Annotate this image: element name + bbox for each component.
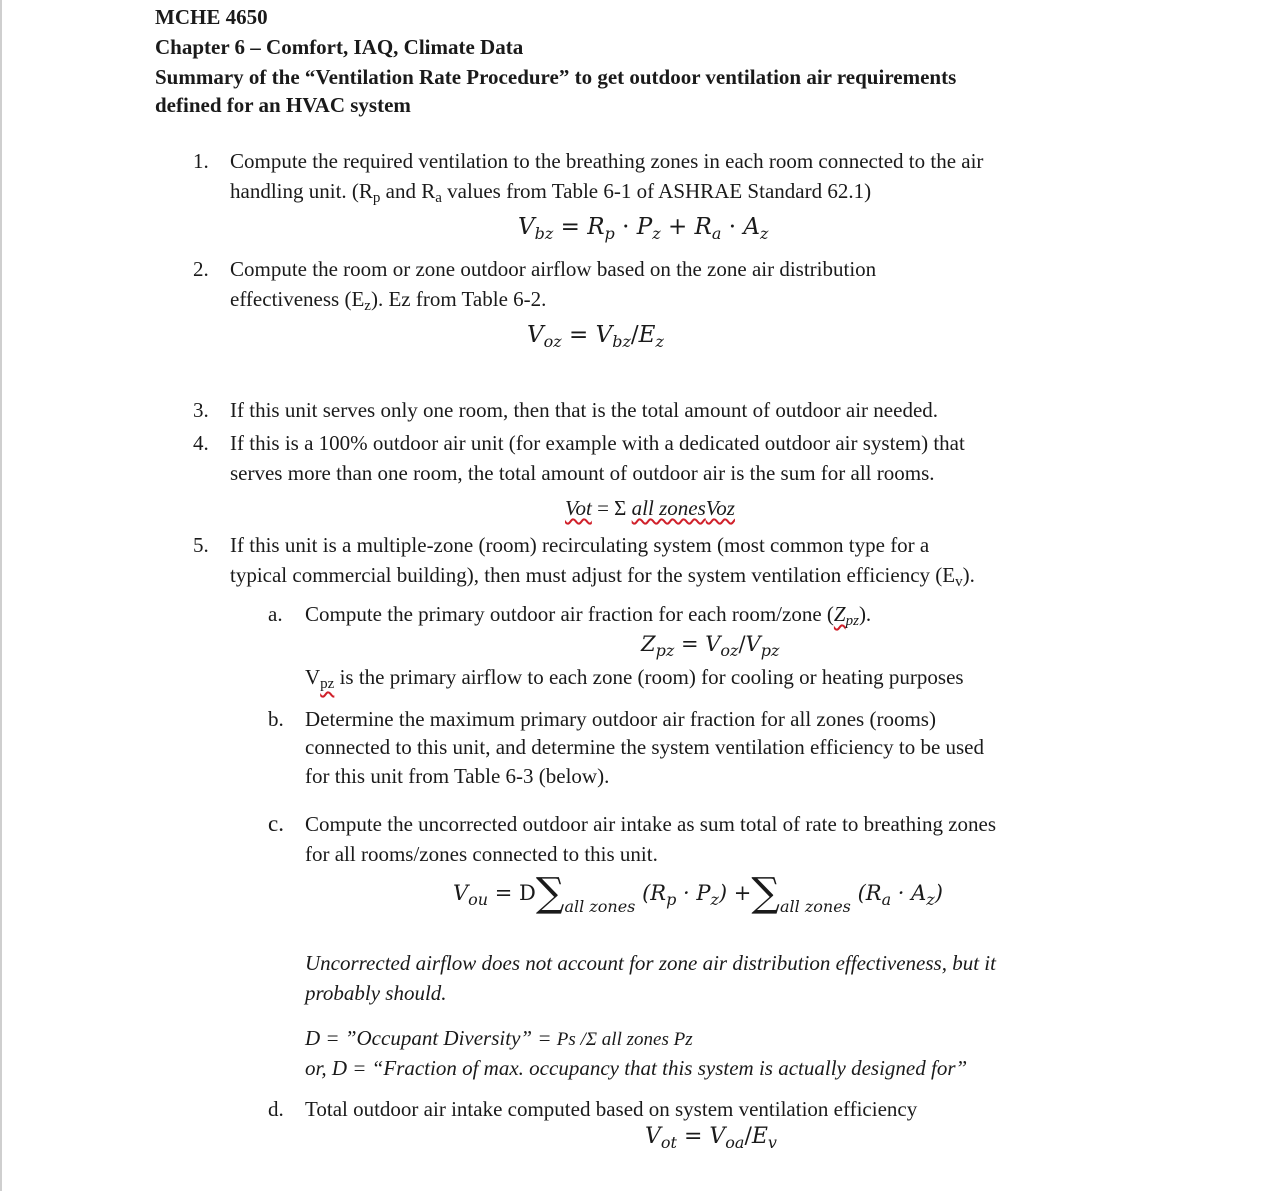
substep-a-note: $V_{pz}$ is the primary airflow to each zone (room) for cooling or heating purposes — [305, 665, 964, 692]
substep-a-line1: Compute the primary outdoor air fraction for each room/zone $(Z_{pz})$. — [305, 602, 872, 629]
course-title: MCHE 4650 — [155, 5, 268, 29]
equation-vot: $V_{ot} = V_{oa}/E_v$ — [645, 1124, 777, 1152]
summation-symbol-2: ∑ — [751, 870, 780, 916]
step-1-number: 1. — [193, 149, 209, 173]
note-uncorrected-line1: Uncorrected airflow does not account for zone air distribution effectiveness, but it — [305, 951, 996, 975]
step-3-number: 3. — [193, 398, 209, 422]
substep-c-line2: for all rooms/zones connected to this unit. — [305, 842, 658, 866]
step-5-line1: If this unit is a multiple-zone (room) recirculating system (most common type for a — [230, 533, 930, 557]
definition-d-line1: D = ”Occupant Diversity” = Ps /Σ all zones Pz — [305, 1026, 693, 1050]
step-1-line2: handling unit. ($R_p$ and $R_a$ values from Table 6-1 of ASHRAE Standard 62.1) — [230, 179, 872, 206]
summation-symbol-1: ∑ — [535, 870, 565, 916]
step-5-line2: typical commercial building), then must adjust for the system ventilation efficiency $(E_v)$. — [230, 563, 975, 590]
step-5-number: 5. — [193, 533, 209, 557]
substep-b-letter: b. — [268, 707, 284, 731]
definition-d-line2: or, D = “Fraction of max. occupancy that this system is actually designed for” — [305, 1056, 968, 1080]
substep-d-line1: Total outdoor air intake computed based on system ventilation efficiency — [305, 1097, 918, 1121]
step-1-line1: Compute the required ventilation to the breathing zones in each room connected to the air — [230, 149, 984, 173]
step-4-line1: If this is a 100% outdoor air unit (for example with a dedicated outdoor air system) that — [230, 431, 965, 455]
page-left-border — [0, 0, 2, 1191]
substep-a-letter: a. — [268, 602, 283, 626]
step-4-line2: serves more than one room, the total amount of outdoor air is the sum for all rooms. — [230, 461, 935, 485]
substep-b-line2: connected to this unit, and determine the system ventilation efficiency to be used — [305, 735, 985, 759]
equation-vot-sum: Vot = Σ all zonesVoz — [565, 496, 735, 520]
step-2-line2: effectiveness $(E_z)$. Ez from Table 6-2. — [230, 287, 547, 314]
substep-c-letter: c. — [268, 811, 284, 836]
note-uncorrected-line2: probably should. — [305, 981, 447, 1005]
equation-vou: $V_{ou} = D\sum_{all zones}$ $(R_p \cdot P_z) +\sum_{all zones}$ $(R_a \cdot A_z)$ — [453, 870, 943, 916]
summary-title-line1: Summary of the “Ventilation Rate Procedure” to get outdoor ventilation air requirements — [155, 65, 957, 89]
chapter-title: Chapter 6 – Comfort, IAQ, Climate Data — [155, 35, 524, 59]
equation-zpz: $Z_{pz} = V_{oz}/V_{pz}$ — [641, 632, 780, 660]
step-4-number: 4. — [193, 431, 209, 455]
summary-title-line2: defined for an HVAC system — [155, 93, 411, 117]
step-2-line1: Compute the room or zone outdoor airflow based on the zone air distribution — [230, 257, 877, 281]
step-3-line1: If this unit serves only one room, then that is the total amount of outdoor air needed. — [230, 398, 939, 422]
equation-voz: $V_{oz} = V_{bz}/E_z$ — [527, 322, 664, 351]
substep-b-line1: Determine the maximum primary outdoor air fraction for all zones (rooms) — [305, 707, 936, 731]
step-2-number: 2. — [193, 257, 209, 281]
substep-b-line3: for this unit from Table 6-3 (below). — [305, 764, 610, 788]
substep-c-line1: Compute the uncorrected outdoor air intake as sum total of rate to breathing zones — [305, 812, 997, 836]
equation-vbz: $V_{bz} = R_p \cdot P_z + R_a \cdot A_z$ — [518, 214, 769, 243]
substep-d-letter: d. — [268, 1097, 284, 1121]
